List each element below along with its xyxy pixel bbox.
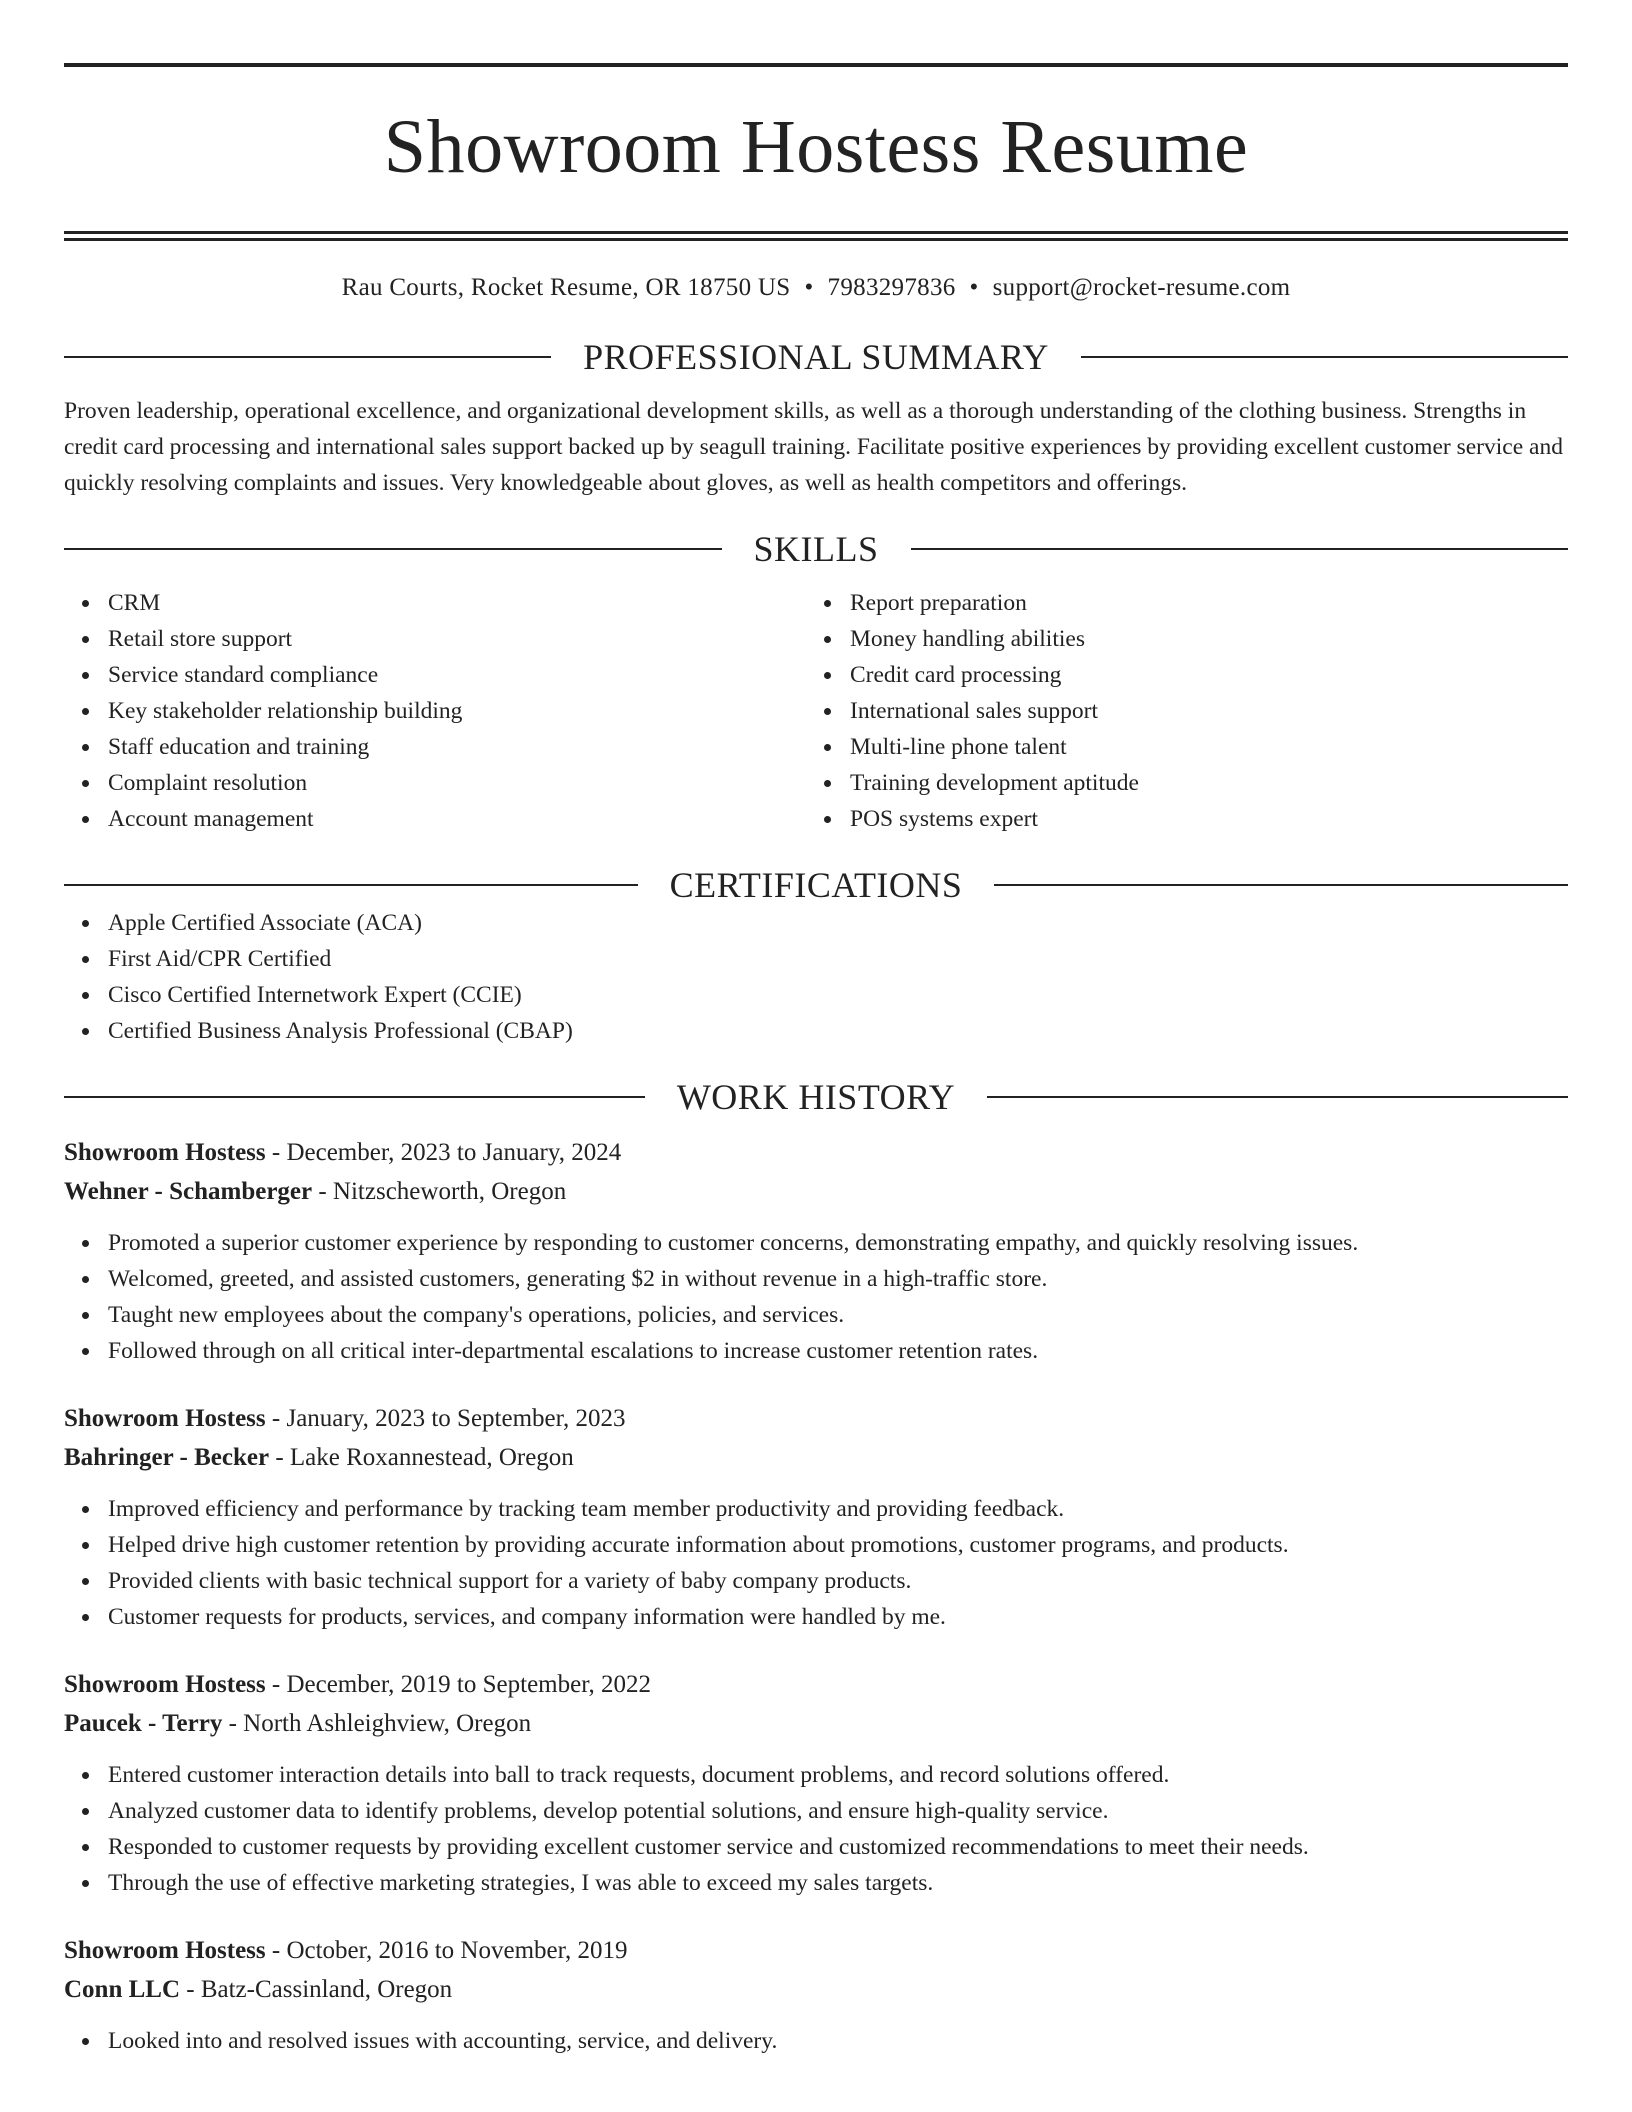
- contact-phone: 7983297836: [827, 274, 956, 301]
- job-title: Showroom Hostess: [64, 1937, 266, 1964]
- section-header-work-history: [64, 1077, 1568, 1117]
- job-dates: - January, 2023 to September, 2023: [265, 1405, 626, 1432]
- summary-paragraph: Proven leadership, operational excellence, and organizational development skills, as well as a thorough understanding of the clothing business. Strengths in credit card processing and international sales support backed up by seagull training. Facilitate positive experiences by providing excellent customer service and quickly resolving complaints and issues. Very knowledgeable about gloves, as well as health competitors and offerings.: [64, 398, 1563, 496]
- certification-item: Apple Certified Associate (ACA): [108, 905, 1568, 941]
- job-company: Bahringer - Becker: [64, 1444, 270, 1471]
- job-location: - Lake Roxannestead, Oregon: [269, 1444, 574, 1471]
- section-rule-left: [64, 548, 722, 550]
- skill-item: Multi-line phone talent: [850, 729, 1548, 765]
- job-title-line: [64, 1665, 1568, 1704]
- skill-item: Complaint resolution: [108, 765, 806, 801]
- job-entry: [64, 1665, 1568, 1901]
- job-bullet: Improved efficiency and performance by tracking team member productivity and providing feedback.: [108, 1491, 1568, 1527]
- certification-item: Cisco Certified Internetwork Expert (CCIE): [108, 977, 1568, 1013]
- section-rule-right: [911, 548, 1569, 550]
- job-company-line: [64, 1704, 1568, 1743]
- skill-item: Account management: [108, 801, 806, 837]
- certification-item: Certified Business Analysis Professional (CBAP): [108, 1013, 1568, 1049]
- skill-item: Staff education and training: [108, 729, 806, 765]
- section-title-skills: SKILLS: [753, 529, 879, 569]
- section-title-certifications: CERTIFICATIONS: [669, 865, 963, 905]
- skills-list-right: [806, 585, 1548, 837]
- job-company-line: [64, 1438, 1568, 1477]
- job-bullet: Helped drive high customer retention by providing accurate information about promotions, customer programs, and products.: [108, 1527, 1568, 1563]
- section-rule-right: [1081, 356, 1568, 358]
- job-bullets: [64, 1225, 1568, 1369]
- job-entry: [64, 1931, 1568, 2059]
- section-header-skills: [64, 529, 1568, 569]
- skill-item: POS systems expert: [850, 801, 1548, 837]
- certifications-list: [64, 905, 1568, 1049]
- contact-email: support@rocket-resume.com: [992, 274, 1291, 301]
- job-bullet: Through the use of effective marketing strategies, I was able to exceed my sales targets.: [108, 1865, 1568, 1901]
- top-rule: [64, 63, 1568, 67]
- job-title-line: [64, 1931, 1568, 1970]
- job-dates: - October, 2016 to November, 2019: [265, 1937, 628, 1964]
- section-rule-right: [987, 1096, 1568, 1098]
- job-bullet: Followed through on all critical inter-departmental escalations to increase customer retention rates.: [108, 1333, 1568, 1369]
- skills-grid: [64, 585, 1568, 837]
- skill-item: Retail store support: [108, 621, 806, 657]
- job-bullet: Taught new employees about the company's operations, policies, and services.: [108, 1297, 1568, 1333]
- skill-item: Report preparation: [850, 585, 1548, 621]
- section-rule-left: [64, 356, 551, 358]
- job-bullet: Entered customer interaction details into ball to track requests, document problems, and record solutions offered.: [108, 1757, 1568, 1793]
- contact-separator: •: [969, 274, 979, 301]
- page-title: Showroom Hostess Resume: [383, 105, 1249, 189]
- section-rule-right: [994, 884, 1568, 886]
- section-rule-left: [64, 884, 638, 886]
- section-rule-left: [64, 1096, 645, 1098]
- contact-address: Rau Courts, Rocket Resume, OR 18750 US: [341, 274, 791, 301]
- skill-item: International sales support: [850, 693, 1548, 729]
- job-company: Wehner - Schamberger: [64, 1178, 313, 1205]
- job-bullet: Customer requests for products, services, and company information were handled by me.: [108, 1599, 1568, 1635]
- job-title: Showroom Hostess: [64, 1139, 266, 1166]
- section-header-summary: [64, 337, 1568, 377]
- section-title-summary: PROFESSIONAL SUMMARY: [583, 337, 1049, 377]
- job-company: Paucek - Terry: [64, 1710, 223, 1737]
- skills-column-right: [806, 585, 1548, 837]
- job-entry: [64, 1133, 1568, 1369]
- skills-list-left: [64, 585, 806, 837]
- resume-page: [64, 0, 1568, 2059]
- job-location: - Batz-Cassinland, Oregon: [180, 1976, 453, 2003]
- job-title-line: [64, 1399, 1568, 1438]
- skill-item: Training development aptitude: [850, 765, 1548, 801]
- job-bullet: Welcomed, greeted, and assisted customers, generating $2 in without revenue in a high-traffic store.: [108, 1261, 1568, 1297]
- job-dates: - December, 2019 to September, 2022: [265, 1671, 652, 1698]
- skill-item: Credit card processing: [850, 657, 1548, 693]
- job-bullets: [64, 2023, 1568, 2059]
- job-title: Showroom Hostess: [64, 1405, 266, 1432]
- job-bullets: [64, 1757, 1568, 1901]
- job-location: - Nitzscheworth, Oregon: [312, 1178, 567, 1205]
- job-bullet: Promoted a superior customer experience by responding to customer concerns, demonstrating empathy, and quickly resolving issues.: [108, 1225, 1568, 1261]
- title-double-rule: [64, 231, 1568, 241]
- section-title-work-history: WORK HISTORY: [676, 1077, 956, 1117]
- skill-item: Service standard compliance: [108, 657, 806, 693]
- job-title-line: [64, 1133, 1568, 1172]
- contact-line: [64, 273, 1568, 303]
- skills-column-left: [64, 585, 806, 837]
- job-bullet: Provided clients with basic technical support for a variety of baby company products.: [108, 1563, 1568, 1599]
- job-dates: - December, 2023 to January, 2024: [265, 1139, 622, 1166]
- job-bullet: Looked into and resolved issues with accounting, service, and delivery.: [108, 2023, 1568, 2059]
- job-company-line: [64, 1970, 1568, 2009]
- contact-separator: •: [804, 274, 814, 301]
- job-title: Showroom Hostess: [64, 1671, 266, 1698]
- job-location: - North Ashleighview, Oregon: [222, 1710, 532, 1737]
- job-company-line: [64, 1172, 1568, 1211]
- section-header-certifications: [64, 865, 1568, 905]
- job-company: Conn LLC: [64, 1976, 181, 2003]
- certification-item: First Aid/CPR Certified: [108, 941, 1568, 977]
- job-entry: [64, 1399, 1568, 1635]
- job-bullets: [64, 1491, 1568, 1635]
- job-bullet: Responded to customer requests by providing excellent customer service and customized recommendations to meet their needs.: [108, 1829, 1568, 1865]
- skill-item: Key stakeholder relationship building: [108, 693, 806, 729]
- skill-item: Money handling abilities: [850, 621, 1548, 657]
- skill-item: CRM: [108, 585, 806, 621]
- job-bullet: Analyzed customer data to identify problems, develop potential solutions, and ensure high-quality service.: [108, 1793, 1568, 1829]
